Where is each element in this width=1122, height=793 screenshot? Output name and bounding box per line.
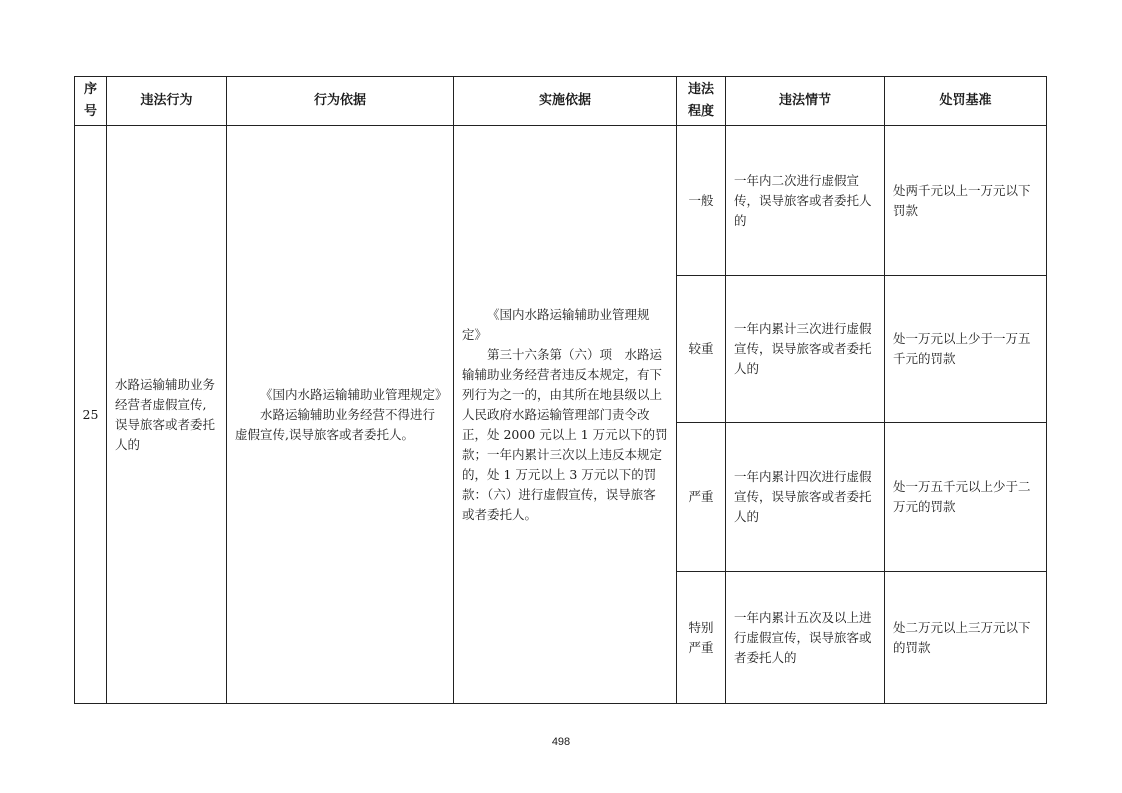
penalty-cell: 处一万五千元以上少于二万元的罚款 (885, 423, 1047, 572)
circumstance-cell: 一年内累计四次进行虚假宣传，误导旅客或者委托人的 (726, 423, 885, 572)
header-seq: 序 号 (75, 77, 107, 126)
basis-body: 水路运输辅助业务经营不得进行虚假宣传,误导旅客或者委托人。 (235, 406, 436, 442)
basis-cell (227, 126, 454, 704)
header-basis: 行为依据 (227, 77, 454, 126)
circumstance-cell: 一年内累计五次及以上进行虚假宣传，误导旅客或者委托人的 (726, 572, 885, 704)
penalty-table (74, 76, 1047, 704)
header-circumstance: 违法情节 (726, 77, 885, 126)
violation-cell (107, 126, 227, 704)
degree-cell: 严重 (677, 423, 726, 572)
header-degree: 违法 程度 (677, 77, 726, 126)
header-penalty: 处罚基准 (885, 77, 1047, 126)
penalty-cell: 处二万元以上三万元以下的罚款 (885, 572, 1047, 704)
penalty-cell: 处两千元以上一万元以下罚款 (885, 126, 1047, 276)
degree-cell: 较重 (677, 276, 726, 423)
implementation-title: 《国内水路运输辅助业管理规定》 (462, 306, 650, 342)
circumstance-cell: 一年内累计三次进行虚假宣传，误导旅客或者委托人的 (726, 276, 885, 423)
degree-cell: 一般 (677, 126, 726, 276)
degree-cell: 特别 严重 (677, 572, 726, 704)
table-row (75, 126, 1047, 276)
seq-cell: 25 (75, 126, 107, 704)
penalty-cell: 处一万元以上少于一万五千元的罚款 (885, 276, 1047, 423)
violation-text: 水路运输辅助业务经营者虚假宣传,误导旅客或者委托人的 (115, 376, 216, 452)
implementation-body: 第三十六条第（六）项 水路运输辅助业务经营者违反本规定，有下列行为之一的，由其所在地县级以上人民政府水路运输管理部门责令改正，处 2000 元以上 1 万元以下的罚款；一年内累计三次以上违反本规定的，处 1 万元以上 3 万元以下的罚款：（六）进行虚假宣传，误导旅客或者委托人。 (462, 346, 668, 522)
basis-title: 《国内水路运输辅助业管理规定》 (260, 386, 448, 402)
page-number: 498 (551, 736, 571, 748)
circumstance-cell: 一年内二次进行虚假宣传，误导旅客或者委托人的 (726, 126, 885, 276)
header-implementation: 实施依据 (454, 77, 677, 126)
implementation-cell (454, 126, 677, 704)
header-violation: 违法行为 (107, 77, 227, 126)
table-header-row (75, 77, 1047, 126)
